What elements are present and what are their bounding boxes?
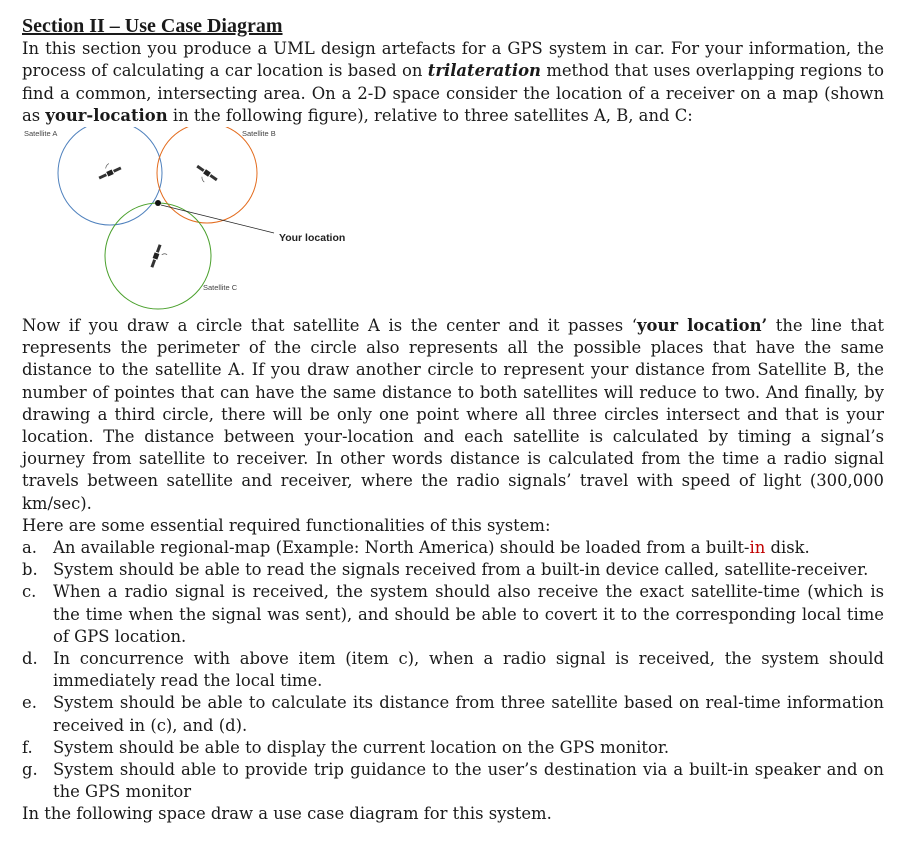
intro-text-1: In this section you produce a UML design artefacts for a GPS system in car. For your information, the process of calculating a car location is based on [22, 39, 884, 81]
requirement-item [22, 559, 884, 581]
closing-instruction: In the following space draw a use case diagram for this system. [22, 804, 552, 824]
requirement-text: System should be able to display the current location on the GPS monitor. [53, 737, 670, 757]
requirement-marker: c. [22, 582, 37, 602]
satellite-b-icon [192, 164, 218, 187]
label-satellite-a: Satellite A [24, 129, 58, 139]
satellite-c-icon [150, 244, 170, 271]
intro-strong-your-location: your-location [45, 105, 168, 125]
requirement-text: System should be able to read the signals received from a built-in device called, satellite-receiver. [53, 560, 869, 580]
requirement-item [22, 692, 884, 736]
section-title: Section II – Use Case Diagram [22, 15, 283, 37]
label-satellite-b: Satellite B [242, 129, 276, 139]
requirement-marker: d. [22, 649, 38, 669]
requirement-item [22, 581, 884, 648]
label-your-location: Your location [279, 232, 346, 245]
requirement-item [22, 648, 884, 692]
requirement-marker: e. [22, 693, 37, 713]
intro-paragraph [22, 38, 884, 127]
satellite-a-icon [95, 160, 122, 181]
intro-emphasis-trilateration: trilateration [427, 61, 541, 81]
explanation-text-2: the line that represents the perimeter of the circle also represents all the possible places that have the same distance to the satellite A. If you draw another circle to represent your distance from Satellite B, the number of pointes that can have the same distance to both satellites will reduce to two. And finally, by drawing a third circle, there will be only one point where all three circles intersect and that is your location. The distance between your-location and each satellite is calculated by timing a signal’s journey from satellite to receiver. In other words distance is calculated from the time a radio signal travels between satellite and receiver, where the radio signals’ travel with speed of light (300,000 km/sec). [22, 316, 884, 513]
requirement-marker: a. [22, 538, 37, 558]
explanation-strong-your-location: your location’ [637, 316, 768, 336]
trilateration-figure [22, 127, 362, 315]
your-location-pointer [161, 205, 274, 233]
requirement-text: In concurrence with above item (item c), when a radio signal is received, the system should immediately read the local time. [53, 649, 884, 691]
requirement-marker: f. [22, 737, 33, 757]
requirement-text-end: disk. [765, 538, 810, 558]
requirements-intro: Here are some essential required functionalities of this system: [22, 515, 551, 535]
intro-text-2: method that uses overlapping regions to find a common, intersecting area. On a 2-D space consider the location of a receiver on a map (shown as [22, 61, 884, 125]
intro-text-3: in the following figure), relative to three satellites A, B, and C: [167, 105, 693, 125]
requirement-text: An available regional-map (Example: North America) should be loaded from a built- [53, 538, 750, 558]
document-page [22, 14, 884, 826]
circle-satellite-a [58, 127, 162, 225]
explanation-text-1: Now if you draw a circle that satellite A is the center and it passes ‘ [22, 316, 637, 336]
requirement-text: System should able to provide trip guidance to the user’s destination via a built-in speaker and on the GPS monitor [53, 760, 884, 802]
label-satellite-c: Satellite C [203, 283, 238, 293]
trilateration-diagram [22, 127, 362, 315]
requirement-text: When a radio signal is received, the system should also receive the exact satellite-time (which is the time when the signal was sent), and should be able to covert it to the corresponding local time of GPS location. [53, 582, 884, 646]
requirement-item [22, 759, 884, 803]
requirement-item [22, 737, 884, 759]
requirement-highlight: in [749, 538, 766, 558]
explanation-paragraph [22, 315, 884, 515]
requirement-item [22, 537, 884, 559]
requirement-marker: g. [22, 760, 38, 780]
requirement-text: System should be able to calculate its distance from three satellite based on real-time information received in (c), and (d). [53, 693, 884, 735]
requirement-marker: b. [22, 560, 38, 580]
your-location-dot [155, 200, 161, 206]
requirements-list [22, 537, 884, 803]
